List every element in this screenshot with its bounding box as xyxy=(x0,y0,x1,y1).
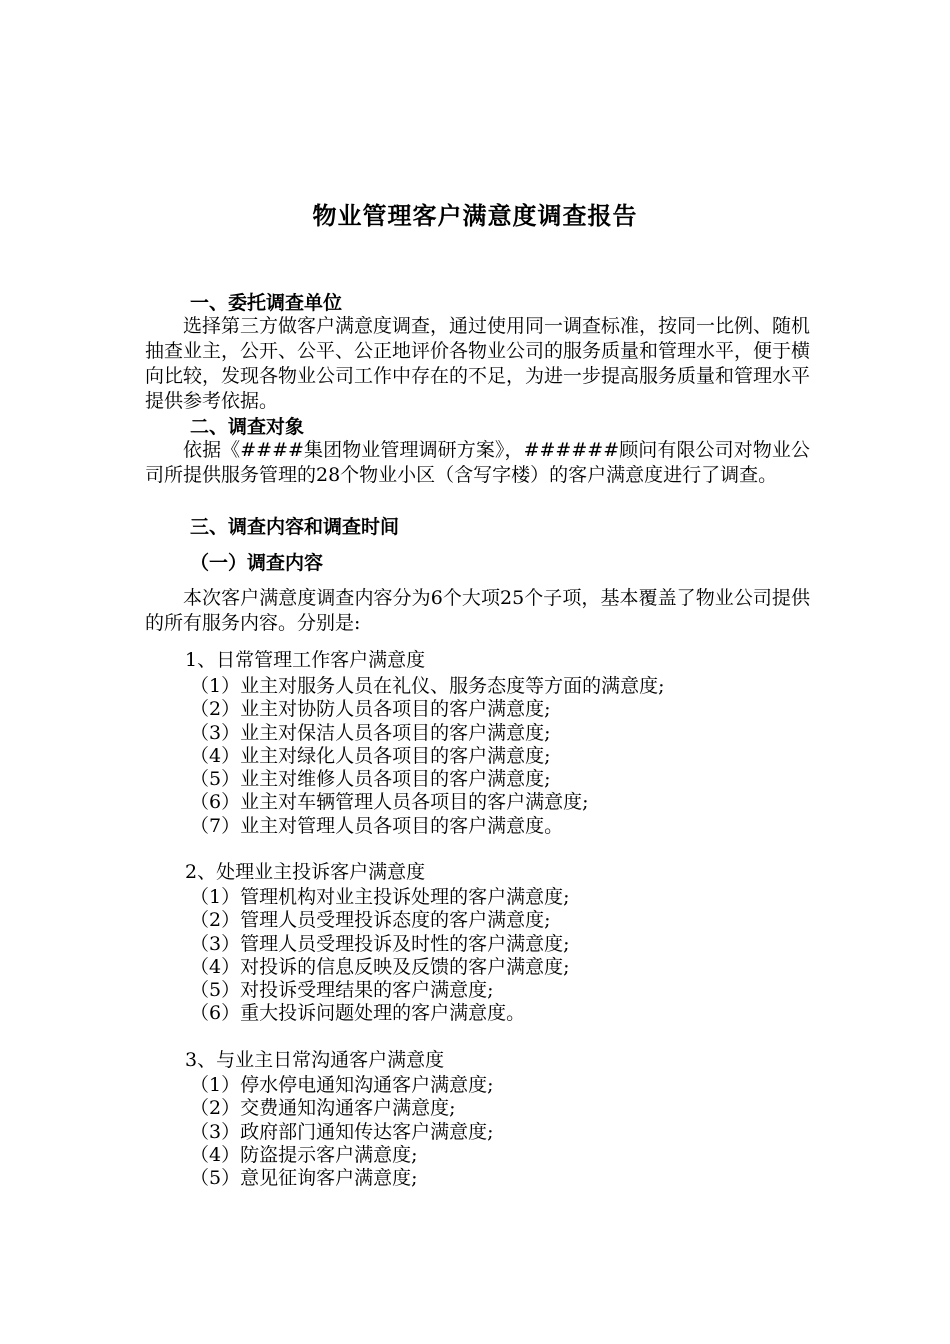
group-3-title: 3、与业主日常沟通客户满意度 xyxy=(185,1049,445,1071)
list-item: （3）管理人员受理投诉及时性的客户满意度; xyxy=(190,932,570,955)
list-item: （4）业主对绿化人员各项目的客户满意度; xyxy=(190,744,551,767)
list-item: （6）重大投诉问题处理的客户满意度。 xyxy=(190,1002,526,1025)
list-item: （2）业主对协防人员各项目的客户满意度; xyxy=(190,698,551,721)
list-item: （4）对投诉的信息反映及反馈的客户满意度; xyxy=(190,955,570,978)
section-1-heading: 一、委托调查单位 xyxy=(190,292,343,314)
group-1-items xyxy=(190,675,665,838)
section-2-body: 依据《####集团物业管理调研方案》，######顾问有限公司对物业公司所提供服务管理的28个物业小区（含写字楼）的客户满意度进行了调查。 xyxy=(145,439,810,486)
group-2-items xyxy=(190,886,570,1026)
list-item: （3）政府部门通知传达客户满意度; xyxy=(190,1120,494,1143)
list-item: （2）管理人员受理投诉态度的客户满意度; xyxy=(190,909,551,932)
section-3-subheading: （一）调查内容 xyxy=(190,552,324,574)
list-item: （5）对投诉受理结果的客户满意度; xyxy=(190,979,494,1002)
section-2-heading: 二、调查对象 xyxy=(190,416,305,438)
section-3-heading: 三、调查内容和调查时间 xyxy=(190,516,400,538)
list-item: （5）业主对维修人员各项目的客户满意度; xyxy=(190,768,551,791)
list-item: （2）交费通知沟通客户满意度; xyxy=(190,1097,456,1120)
group-2-title: 2、处理业主投诉客户满意度 xyxy=(185,861,426,883)
section-3-intro: 本次客户满意度调查内容分为6个大项25个子项，基本覆盖了物业公司提供的所有服务内容。分别是: xyxy=(145,587,810,634)
list-item: （1）停水停电通知沟通客户满意度; xyxy=(190,1074,494,1096)
list-item: （7）业主对管理人员各项目的客户满意度。 xyxy=(190,814,564,837)
list-item: （1）业主对服务人员在礼仪、服务态度等方面的满意度; xyxy=(190,675,665,697)
list-item: （1）管理机构对业主投诉处理的客户满意度; xyxy=(190,886,570,908)
list-item: （4）防盗提示客户满意度; xyxy=(190,1143,418,1166)
list-item: （5）意见征询客户满意度; xyxy=(190,1167,418,1190)
document-title: 物业管理客户满意度调查报告 xyxy=(312,202,638,230)
group-3-items xyxy=(190,1074,494,1190)
group-1-title: 1、日常管理工作客户满意度 xyxy=(185,649,426,671)
list-item: （3）业主对保洁人员各项目的客户满意度; xyxy=(190,721,551,744)
section-1-body: 选择第三方做客户满意度调查，通过使用同一调查标准，按同一比例、随机抽查业主，公开、公平、公正地评价各物业公司的服务质量和管理水平，便于横向比较，发现各物业公司工作中存在的不足，为进一步提高服务质量和管理水平提供参考依据。 xyxy=(145,315,811,412)
list-item: （6）业主对车辆管理人员各项目的客户满意度; xyxy=(190,791,589,814)
